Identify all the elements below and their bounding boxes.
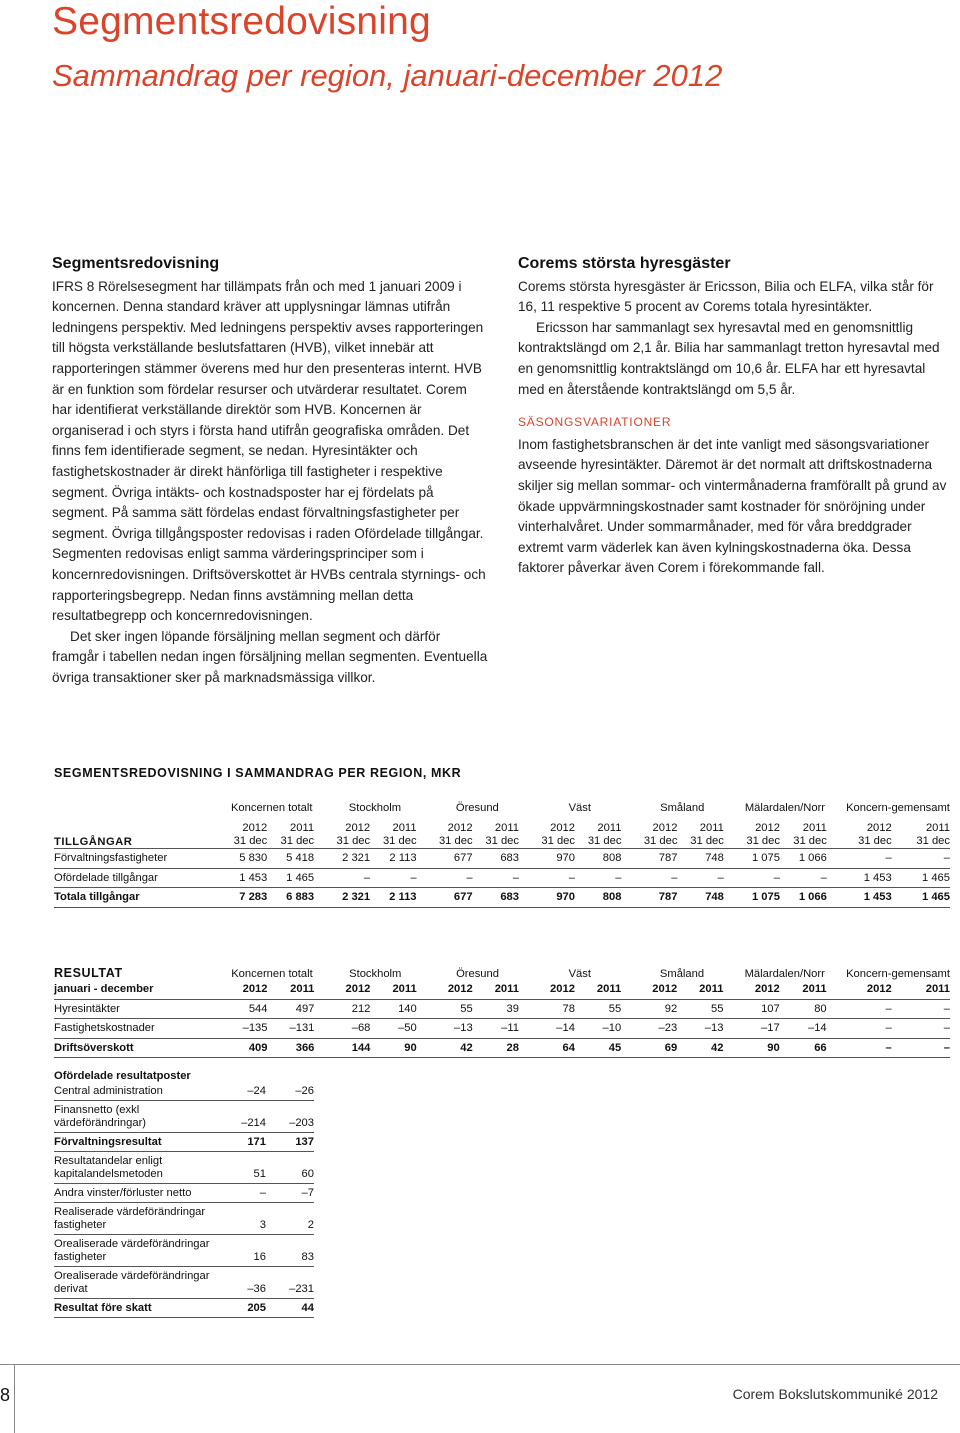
spacer xyxy=(417,1038,436,1058)
cell-value: 1 075 xyxy=(743,849,780,869)
year: 2012 xyxy=(242,822,268,834)
cell-value: 3 xyxy=(222,1203,266,1235)
year: 2011 xyxy=(802,822,827,834)
unallocated-title: Ofördelade resultatposter xyxy=(54,1070,191,1082)
spacer xyxy=(827,849,846,869)
cell-value: 55 xyxy=(677,999,723,1019)
cell-value: 51 xyxy=(222,1152,266,1184)
table-row xyxy=(54,1038,950,1058)
cell-value: 137 xyxy=(266,1133,314,1152)
cell-value: –13 xyxy=(436,1019,473,1039)
cell-value: 970 xyxy=(538,849,575,869)
cell-value: 2 113 xyxy=(370,888,416,908)
year: 2011 xyxy=(780,980,827,999)
cell-value: – xyxy=(892,1019,950,1039)
group-header: Väst xyxy=(568,801,591,814)
row-label: Finansnetto (exkl värdeförändringar) xyxy=(54,1101,222,1133)
year: 2011 xyxy=(392,822,417,834)
cell-value: 2 xyxy=(266,1203,314,1235)
cell-value: 1 453 xyxy=(229,868,267,888)
group-header: Koncernen totalt xyxy=(230,801,313,814)
date: 31 dec xyxy=(336,835,371,847)
cell-value: –7 xyxy=(266,1184,314,1203)
row-label: Realiserade värdeförändringar fastigheter xyxy=(54,1203,222,1235)
spacer xyxy=(519,999,538,1019)
assets-table xyxy=(54,784,950,908)
left-column xyxy=(52,254,490,688)
cell-value: 55 xyxy=(575,999,621,1019)
cell-value: 970 xyxy=(538,888,575,908)
spacer xyxy=(827,888,846,908)
year: 2012 xyxy=(538,980,575,999)
year: 2012 xyxy=(345,822,371,834)
row-label: Fastighetskostnader xyxy=(54,1019,230,1039)
row-label: Resultatandelar enligt kapitalandelsmetoden xyxy=(54,1152,222,1184)
unallocated-table xyxy=(54,1082,314,1318)
cell-value: 78 xyxy=(538,999,575,1019)
spacer xyxy=(621,888,640,908)
footer-divider xyxy=(0,1364,960,1365)
paragraph: Det sker ingen löpande försäljning mellan segment och därför framgår i tabellen nedan ingen försäljning mellan segmenten. Eventuella övriga transaktioner sker på marknadsmässiga villkor. xyxy=(52,628,488,685)
cell-value: –131 xyxy=(267,1019,314,1039)
cell-value: 544 xyxy=(230,999,268,1019)
cell-value: 1 453 xyxy=(846,888,892,908)
table-row xyxy=(54,1019,950,1039)
row-label: Driftsöverskott xyxy=(54,1038,230,1058)
cell-value: –135 xyxy=(230,1019,268,1039)
spacer xyxy=(827,868,846,888)
cell-value: – xyxy=(436,868,473,888)
spacer xyxy=(723,999,742,1019)
date: 31 dec xyxy=(233,835,268,847)
cell-value: 497 xyxy=(267,999,314,1019)
group-header: Väst xyxy=(568,967,591,980)
year: 2011 xyxy=(370,980,416,999)
year: 2011 xyxy=(267,980,314,999)
date: 31 dec xyxy=(643,835,678,847)
spacer xyxy=(621,999,640,1019)
table-row xyxy=(54,1184,314,1203)
cell-value: –24 xyxy=(222,1082,266,1101)
group-header: Stockholm xyxy=(349,967,402,980)
spacer xyxy=(519,1038,538,1058)
cell-value: – xyxy=(846,1038,892,1058)
spacer xyxy=(519,868,538,888)
table-row xyxy=(54,888,950,908)
cell-value: 1 453 xyxy=(846,868,892,888)
cell-value: 107 xyxy=(743,999,780,1019)
row-label: Orealiserade värdeförändringar fastigheter xyxy=(54,1235,222,1267)
year: 2012 xyxy=(230,980,268,999)
cell-value: 212 xyxy=(334,999,371,1019)
cell-value: 80 xyxy=(780,999,827,1019)
section-heading-seasonal: SÄSONGSVARIATIONER xyxy=(518,415,672,430)
year: 2011 xyxy=(494,822,519,834)
row-label: Resultat före skatt xyxy=(54,1299,222,1318)
group-header: Stockholm xyxy=(348,801,402,814)
cell-value: –26 xyxy=(266,1082,314,1101)
cell-value: 808 xyxy=(575,888,621,908)
year: 2012 xyxy=(755,822,780,834)
spacer xyxy=(519,1019,538,1039)
year: 2012 xyxy=(652,822,678,834)
cell-value: 16 xyxy=(222,1235,266,1267)
spacer xyxy=(621,849,640,869)
cell-value: 1 465 xyxy=(892,888,950,908)
cell-value: 69 xyxy=(641,1038,678,1058)
table-row xyxy=(54,1101,314,1133)
paragraph: IFRS 8 Rörelsesegment har tillämpats från och med 1 januari 2009 i koncernen. Denna standard kräver att upplysningar lämnas utifrån ledningens perspektiv. Med ledningens perspektiv avses rapporteringen till högsta verkställande beslutsfattaren (HVB), vilket innebär att rapporteringen stämmer överens med hur den presenteras internt. HVB är en funktion som fördelar resurser och utvärderar resultatet. Corem har identifierat verkställande direktör som HVB. Koncernen är organiserad i och styrs i första hand utifrån geografiska områden. Det finns fem identifierade segment, se nedan. Hyresintäkter och fastighetskostnader är direkt hänförliga till fastigheter i respektive segment. Övriga intäkts- och kostnadsposter har ej fördelats på segment. På samma sätt fördelas endast förvaltningsfastigheter per segment. Övriga tillgångsposter redovisas i raden Ofördelade tillgångar. Segmenten redovisas enligt samma värderingsprinciper som i koncernredovisningen. Driftsöverskottet är HVBs centrala styrnings- och rapporteringsbegrepp. Nedan finns avstämning mellan detta resultatbegrepp och koncernredovisningen. xyxy=(52,278,486,624)
spacer xyxy=(723,1038,742,1058)
date: 31 dec xyxy=(280,835,315,847)
cell-value: – xyxy=(892,999,950,1019)
year: 2012 xyxy=(641,980,678,999)
cell-value: 28 xyxy=(473,1038,519,1058)
cell-value: 677 xyxy=(436,849,473,869)
year: 2012 xyxy=(550,822,575,834)
results-rows xyxy=(54,999,950,1058)
results-table xyxy=(54,950,950,1058)
cell-value: 83 xyxy=(266,1235,314,1267)
footer-vertical-divider xyxy=(14,1364,15,1433)
cell-value: – xyxy=(677,868,723,888)
spacer xyxy=(621,1019,640,1039)
cell-value: 5 830 xyxy=(229,849,267,869)
cell-value: 1 075 xyxy=(743,888,780,908)
cell-value: 45 xyxy=(575,1038,621,1058)
cell-value: – xyxy=(846,1019,892,1039)
cell-value: 2 321 xyxy=(333,888,370,908)
year: 2012 xyxy=(743,980,780,999)
cell-value: – xyxy=(538,868,575,888)
date: 31 dec xyxy=(587,835,622,847)
row-heading: TILLGÅNGAR xyxy=(54,814,229,849)
table-row xyxy=(54,1133,314,1152)
table-row xyxy=(54,1203,314,1235)
year: 2011 xyxy=(290,822,315,834)
cell-value: – xyxy=(846,999,892,1019)
year: 2011 xyxy=(677,980,723,999)
cell-value: 683 xyxy=(473,849,519,869)
cell-value: – xyxy=(370,868,416,888)
cell-value: 90 xyxy=(370,1038,416,1058)
cell-value: 1 465 xyxy=(892,868,950,888)
cell-value: – xyxy=(473,868,519,888)
paragraph: Inom fastighetsbranschen är det inte vanligt med säsongsvariationer avseende hyresintäkter. Däremot är det normalt att driftskostnaderna skiljer sig mellan sommar- och vintermånaderna framförallt på grund av ökade uppvärmningskostnader samt kostnader för snöröjning under vinterhalvåret. Under sommarmånader, med för våra breddgrader extremt varm väderlek kan även kylningskostnaderna öka. Dessa faktorer påverkar även Corem i förekommande fall. xyxy=(518,436,947,576)
date: 31 dec xyxy=(746,835,780,847)
table-row xyxy=(54,1152,314,1184)
page-number: 8 xyxy=(0,1385,11,1405)
cell-value: 2 113 xyxy=(370,849,416,869)
group-header: Mälardalen/Norr xyxy=(744,801,826,814)
cell-value: – xyxy=(333,868,370,888)
group-header: Koncernen totalt xyxy=(231,967,313,980)
year: 2011 xyxy=(699,822,724,834)
spacer xyxy=(724,868,743,888)
cell-value: 205 xyxy=(222,1299,266,1318)
table-row xyxy=(54,999,950,1019)
cell-value: 787 xyxy=(641,849,678,869)
table-title: SEGMENTSREDOVISNING I SAMMANDRAG PER REGION, MKR xyxy=(54,766,462,780)
assets-rows xyxy=(54,849,950,908)
page-subtitle: Sammandrag per region, januari-december 2012 xyxy=(52,58,723,93)
paragraph: Corems största hyresgäster är Ericsson, Bilia och ELFA, vilka står för 16, 11 respektive 5 procent av Corems totala hyresintäkter. xyxy=(518,278,934,315)
year: 2012 xyxy=(866,822,892,834)
group-header: Koncern-gemensamt xyxy=(846,801,950,814)
spacer xyxy=(723,1019,742,1039)
cell-value: 55 xyxy=(436,999,473,1019)
cell-value: –14 xyxy=(780,1019,827,1039)
spacer xyxy=(314,868,333,888)
spacer xyxy=(417,849,436,869)
cell-value: 787 xyxy=(641,888,678,908)
cell-value: –17 xyxy=(743,1019,780,1039)
cell-value: – xyxy=(780,868,827,888)
date: 31 dec xyxy=(438,835,473,847)
row-label: Totala tillgångar xyxy=(54,888,229,908)
cell-value: –36 xyxy=(222,1267,266,1299)
date: 31 dec xyxy=(793,835,827,847)
date: 31 dec xyxy=(690,835,724,847)
row-heading: RESULTAT xyxy=(54,966,123,980)
publication-name: Corem Bokslutskommuniké 2012 xyxy=(732,1386,938,1402)
row-label: Förvaltningsresultat xyxy=(54,1133,222,1152)
cell-value: 66 xyxy=(780,1038,827,1058)
cell-value: – xyxy=(892,849,950,869)
cell-value: – xyxy=(846,849,892,869)
cell-value: 5 418 xyxy=(267,849,314,869)
spacer xyxy=(417,888,436,908)
row-label: Central administration xyxy=(54,1082,222,1101)
section-heading-tenants: Corems största hyresgäster xyxy=(518,255,731,272)
cell-value: –231 xyxy=(266,1267,314,1299)
year: 2011 xyxy=(925,822,950,834)
cell-value: 366 xyxy=(267,1038,314,1058)
cell-value: 39 xyxy=(473,999,519,1019)
cell-value: –13 xyxy=(677,1019,723,1039)
cell-value: 1 066 xyxy=(780,888,827,908)
group-header: Mälardalen/Norr xyxy=(744,967,825,980)
cell-value: –11 xyxy=(473,1019,519,1039)
year: 2011 xyxy=(473,980,519,999)
cell-value: 683 xyxy=(473,888,519,908)
cell-value: – xyxy=(222,1184,266,1203)
spacer xyxy=(417,868,436,888)
spacer xyxy=(314,1019,333,1039)
year: 2012 xyxy=(334,980,371,999)
spacer xyxy=(314,999,333,1019)
spacer xyxy=(519,888,538,908)
group-header: Småland xyxy=(659,967,705,980)
row-label: Hyresintäkter xyxy=(54,999,230,1019)
cell-value: – xyxy=(892,1038,950,1058)
cell-value: 90 xyxy=(743,1038,780,1058)
cell-value: 42 xyxy=(436,1038,473,1058)
cell-value: 748 xyxy=(677,888,723,908)
cell-value: –14 xyxy=(538,1019,575,1039)
unallocated-rows xyxy=(54,1082,314,1318)
cell-value: 2 321 xyxy=(333,849,370,869)
section-heading-segment: Segmentsredovisning xyxy=(52,255,220,272)
year: 2011 xyxy=(597,822,622,834)
table-row xyxy=(54,849,950,869)
group-header: Småland xyxy=(660,801,705,814)
cell-value: –10 xyxy=(575,1019,621,1039)
group-header: Öresund xyxy=(455,801,499,814)
cell-value: – xyxy=(743,868,780,888)
page-title: Segmentsredovisning xyxy=(52,0,431,43)
year: 2012 xyxy=(447,822,473,834)
cell-value: 144 xyxy=(334,1038,371,1058)
spacer xyxy=(827,1019,846,1039)
spacer xyxy=(519,849,538,869)
date: 31 dec xyxy=(382,835,417,847)
spacer xyxy=(314,888,333,908)
cell-value: 7 283 xyxy=(229,888,267,908)
table-row xyxy=(54,1235,314,1267)
right-column xyxy=(518,254,950,579)
spacer xyxy=(724,849,743,869)
group-header: Koncern-gemensamt xyxy=(846,967,950,980)
cell-value: 64 xyxy=(538,1038,575,1058)
spacer xyxy=(621,1038,640,1058)
cell-value: 44 xyxy=(266,1299,314,1318)
cell-value: – xyxy=(575,868,621,888)
row-label: Andra vinster/förluster netto xyxy=(54,1184,222,1203)
year: 2011 xyxy=(575,980,621,999)
row-label: Förvaltningsfastigheter xyxy=(54,849,229,869)
group-header: Öresund xyxy=(456,967,499,980)
table-row xyxy=(54,1267,314,1299)
table-row xyxy=(54,868,950,888)
table-row xyxy=(54,1299,314,1318)
cell-value: –50 xyxy=(370,1019,416,1039)
spacer xyxy=(417,1019,436,1039)
cell-value: –203 xyxy=(266,1101,314,1133)
cell-value: 1 465 xyxy=(267,868,314,888)
date: 31 dec xyxy=(485,835,519,847)
cell-value: –214 xyxy=(222,1101,266,1133)
cell-value: 140 xyxy=(370,999,416,1019)
cell-value: 1 066 xyxy=(780,849,827,869)
spacer xyxy=(314,849,333,869)
cell-value: 677 xyxy=(436,888,473,908)
cell-value: 171 xyxy=(222,1133,266,1152)
cell-value: 808 xyxy=(575,849,621,869)
cell-value: 60 xyxy=(266,1152,314,1184)
spacer xyxy=(314,1038,333,1058)
row-label: Ofördelade tillgångar xyxy=(54,868,229,888)
cell-value: 748 xyxy=(677,849,723,869)
year: 2012 xyxy=(846,980,892,999)
spacer xyxy=(827,1038,846,1058)
date: 31 dec xyxy=(541,835,575,847)
cell-value: –68 xyxy=(334,1019,371,1039)
spacer xyxy=(621,868,640,888)
cell-value: 42 xyxy=(677,1038,723,1058)
spacer xyxy=(724,888,743,908)
spacer xyxy=(827,999,846,1019)
year: 2011 xyxy=(892,980,950,999)
cell-value: –23 xyxy=(641,1019,678,1039)
table-row xyxy=(54,1082,314,1101)
spacer xyxy=(417,999,436,1019)
cell-value: 409 xyxy=(230,1038,268,1058)
date: 31 dec xyxy=(858,835,892,847)
year: 2012 xyxy=(436,980,473,999)
row-label: Orealiserade värdeförändringar derivat xyxy=(54,1267,222,1299)
cell-value: 6 883 xyxy=(267,888,314,908)
period-label: januari - december xyxy=(54,980,230,999)
cell-value: 92 xyxy=(641,999,678,1019)
cell-value: – xyxy=(641,868,678,888)
date: 31 dec xyxy=(916,835,950,847)
paragraph: Ericsson har sammanlagt sex hyresavtal med en genomsnittlig kontraktslängd om 2,1 år. Bilia har sammanlagt tretton hyresavtal med en genomsnittlig kontraktslängd om 10,6 år. ELFA har ett hyresavtal med en återstående kontraktslängd om 5,5 år. xyxy=(518,319,940,397)
